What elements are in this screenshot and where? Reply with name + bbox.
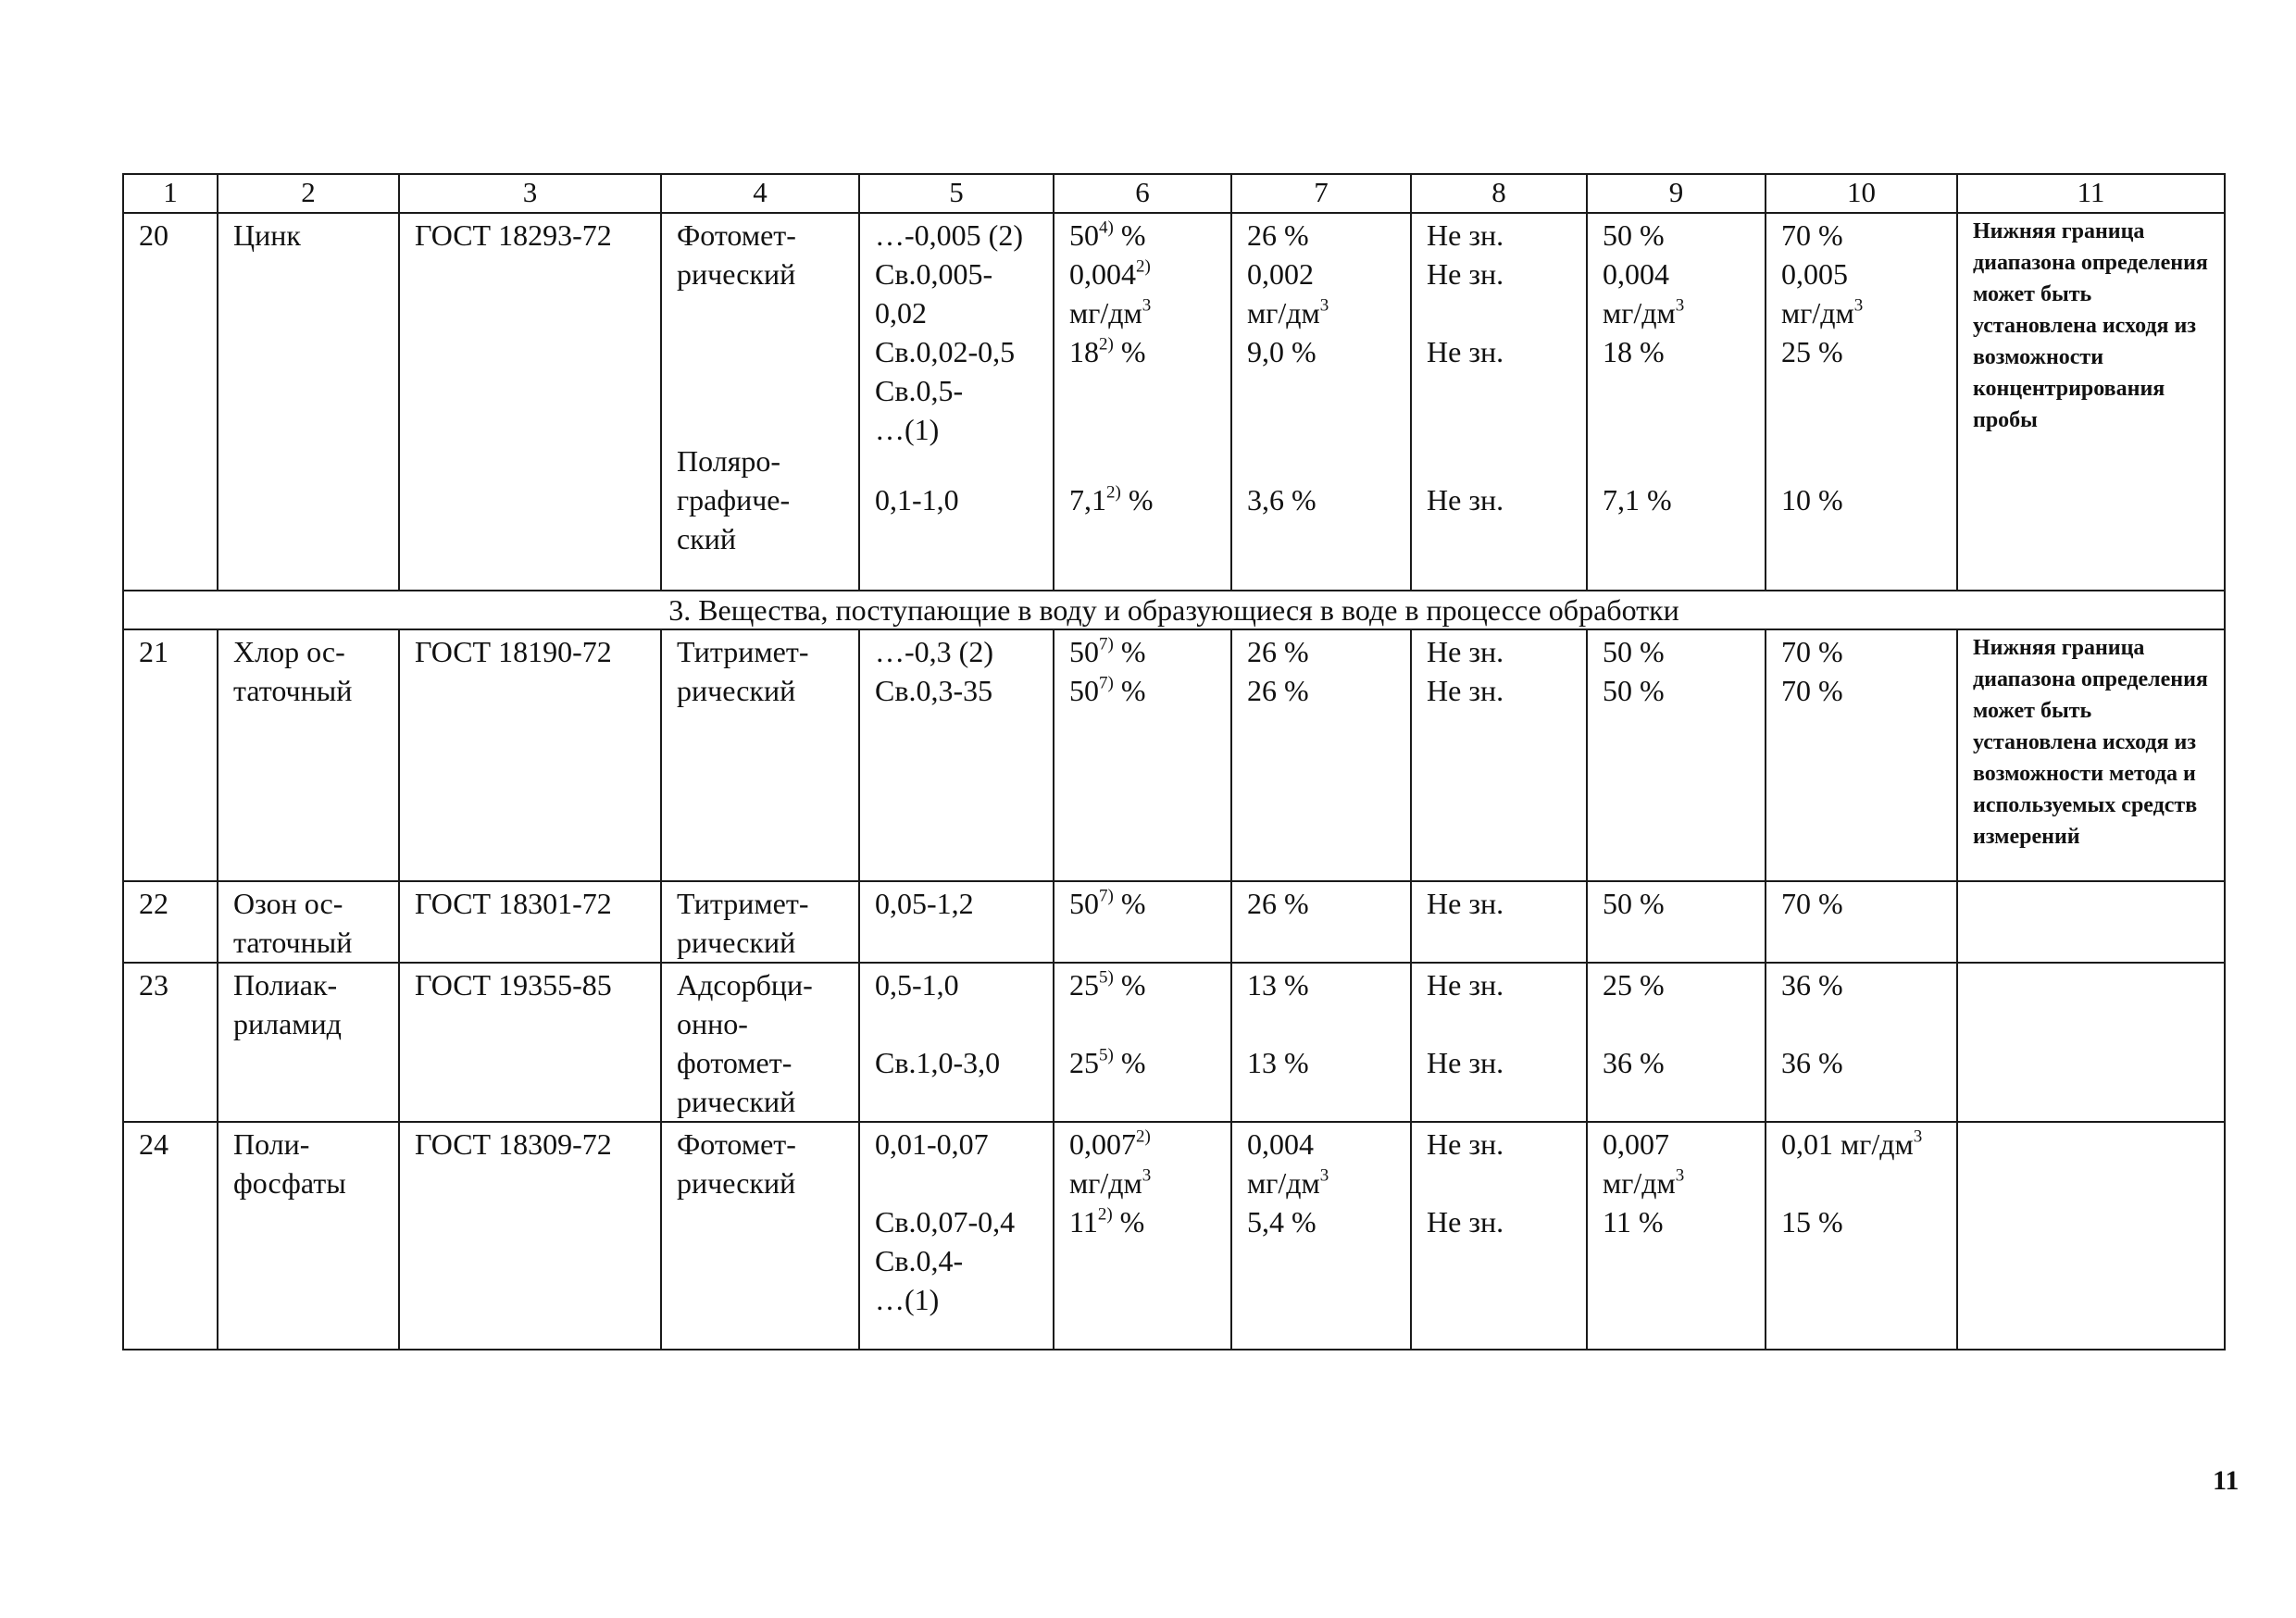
- range-cell: 0,01-0,07 Св.0,07-0,4 Св.0,4- …(1): [859, 1122, 1054, 1350]
- range-cell: [859, 213, 1054, 591]
- value-cell: Не зн.: [1411, 881, 1587, 963]
- value-cell: 50$^{7)}$ % 50$^{7)}$ %: [1054, 629, 1231, 881]
- substance-name: Озон ос- таточный: [218, 881, 399, 963]
- method-cell: Титримет- рический: [661, 629, 859, 881]
- header-cell: 3: [399, 174, 661, 213]
- range-cell: 0,05-1,2: [859, 881, 1054, 963]
- method-line: графиче-: [677, 483, 791, 517]
- header-cell: 1: [123, 174, 218, 213]
- note-cell: [1957, 213, 2225, 591]
- header-cell: 11: [1957, 174, 2225, 213]
- range-line: Св.0,005-: [875, 257, 993, 291]
- table-row: [123, 881, 2225, 963]
- value-cell: 50 % 0,004 $мг/дм^3$ 18 % 7,1 %: [1587, 213, 1766, 591]
- section-title: 3. Вещества, поступающие в воду и образующиеся в воде в процессе обработки: [123, 591, 2225, 629]
- substance-name: Цинк: [218, 213, 399, 591]
- value-cell: 25$^{5)}$ % 25$^{5)}$ %: [1054, 963, 1231, 1122]
- table-row: [123, 963, 2225, 1122]
- note-text: Нижняя граница диапазона определения может быть установлена исходя из возможности концентрирования пробы: [1973, 219, 2208, 432]
- value-cell: 26 %: [1231, 881, 1411, 963]
- note-cell: [1957, 881, 2225, 963]
- value-cell: 50 %: [1587, 881, 1766, 963]
- row-number: 23: [123, 963, 218, 1122]
- method-cell: Фотомет- рический: [661, 1122, 859, 1350]
- value-cell: Не зн. Не зн.: [1411, 963, 1587, 1122]
- value-cell: 50$^{7)}$ %: [1054, 881, 1231, 963]
- range-cell: 0,5-1,0 Св.1,0-3,0: [859, 963, 1054, 1122]
- range-line: …(1): [875, 413, 940, 446]
- substance-name: Поли- фосфаты: [218, 1122, 399, 1350]
- substance-name: Полиак- риламид: [218, 963, 399, 1122]
- value-cell: 13 % 13 %: [1231, 963, 1411, 1122]
- header-cell: 4: [661, 174, 859, 213]
- header-cell: 6: [1054, 174, 1231, 213]
- table-row: [123, 629, 2225, 881]
- row-number: 21: [123, 629, 218, 881]
- header-row: [123, 174, 2225, 213]
- gost-reference: ГОСТ 18190-72: [399, 629, 661, 881]
- header-cell: 7: [1231, 174, 1411, 213]
- normatives-table: [122, 173, 2226, 1350]
- method-cell: [661, 213, 859, 591]
- value-cell: 25 % 36 %: [1587, 963, 1766, 1122]
- method-line: ский: [677, 522, 736, 555]
- substance-name: Хлор ос- таточный: [218, 629, 399, 881]
- method-line: Фотомет-: [677, 218, 796, 252]
- section-row: [123, 591, 2225, 629]
- method-cell: Адсорбци- онно- фотомет- рический: [661, 963, 859, 1122]
- value-cell: Не зн. Не зн. Не зн. Не зн.: [1411, 213, 1587, 591]
- range-line: Св.0,5-: [875, 374, 964, 407]
- range-line: 0,1-1,0: [875, 483, 959, 517]
- value-cell: 0,004 $мг/дм^3$ 5,4 %: [1231, 1122, 1411, 1350]
- value-cell: 0,007$^{2)}$ $мг/дм^3$ 11$^{2)}$ %: [1054, 1122, 1231, 1350]
- header-cell: 9: [1587, 174, 1766, 213]
- value-cell: 70 % 0,005 $мг/дм^3$ 25 % 10 %: [1766, 213, 1957, 591]
- page-number: 11: [2213, 1465, 2240, 1496]
- note-text: Нижняя граница диапазона определения может быть установлена исходя из возможности метода и используемых средств измерений: [1973, 636, 2208, 849]
- value-cell: 26 % 0,002 $мг/дм^3$ 9,0 % 3,6 %: [1231, 213, 1411, 591]
- value-cell: 36 % 36 %: [1766, 963, 1957, 1122]
- value-cell: Не зн. Не зн.: [1411, 629, 1587, 881]
- method-cell: Титримет- рический: [661, 881, 859, 963]
- range-cell: …-0,3 (2) Св.0,3-35: [859, 629, 1054, 881]
- value-cell: 70 % 70 %: [1766, 629, 1957, 881]
- note-cell: [1957, 1122, 2225, 1350]
- value-cell: 50 % 50 %: [1587, 629, 1766, 881]
- method-line: Поляро-: [677, 444, 781, 478]
- header-cell: 10: [1766, 174, 1957, 213]
- row-number: 24: [123, 1122, 218, 1350]
- note-cell: [1957, 963, 2225, 1122]
- header-cell: 8: [1411, 174, 1587, 213]
- range-line: 0,02: [875, 296, 927, 330]
- value-cell: 50$^{4)}$ % 0,004$^{2)}$ $мг/дм^3$ 18$^{2)}$ % 7,1$^{2)}$ %: [1054, 213, 1231, 591]
- row-number: 20: [123, 213, 218, 591]
- note-cell: [1957, 629, 2225, 881]
- value-cell: 70 %: [1766, 881, 1957, 963]
- range-line: Св.0,02-0,5: [875, 335, 1016, 368]
- header-cell: 2: [218, 174, 399, 213]
- row-number: 22: [123, 881, 218, 963]
- value-cell: 0,007 $мг/дм^3$ 11 %: [1587, 1122, 1766, 1350]
- value-cell: 0,01 $мг/дм^3$ 15 %: [1766, 1122, 1957, 1350]
- gost-reference: ГОСТ 19355-85: [399, 963, 661, 1122]
- gost-reference: ГОСТ 18309-72: [399, 1122, 661, 1350]
- value-cell: 26 % 26 %: [1231, 629, 1411, 881]
- value-cell: Не зн. Не зн.: [1411, 1122, 1587, 1350]
- range-line: …-0,005 (2): [875, 218, 1023, 252]
- table-row: [123, 213, 2225, 591]
- gost-reference: ГОСТ 18293-72: [399, 213, 661, 591]
- header-cell: 5: [859, 174, 1054, 213]
- table-row: [123, 1122, 2225, 1350]
- method-line: рический: [677, 257, 796, 291]
- gost-reference: ГОСТ 18301-72: [399, 881, 661, 963]
